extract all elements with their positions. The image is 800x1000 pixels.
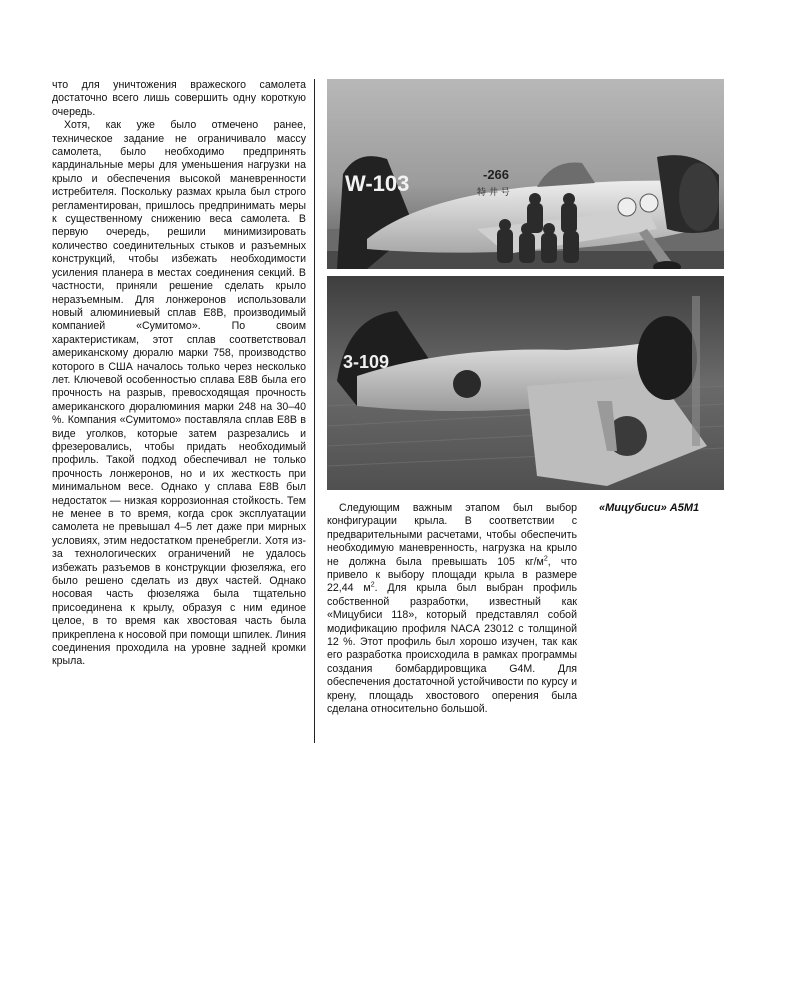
aircraft-photo-top-image <box>327 79 724 269</box>
superscript-2: 2 <box>370 581 375 589</box>
middle-paragraph-part-1: Следующим важным этапом был выбор конфигурации крыла. В соответствии с предварительными расчетами, чтобы обеспечить необходимую маневренность, нагрузка на крыло не должна была превышать 105 кг/м <box>327 502 577 568</box>
middle-text-column <box>327 502 577 717</box>
middle-paragraph-part-3: . Для крыла был выбран профиль собственной разработки, известный как «Мицубиси 118», который представлял собой модификацию профиля NACA 23012 с толщиной 12 %. Этот профиль был хорошо изучен, так как его разработка происходила в рамках программы создания бомбардировщика G4M. Для обеспечения достаточной устойчивости по курсу и крену, площадь хвостового оперения была сделана относительно большой. <box>327 582 577 716</box>
middle-paragraph-part-2: , что привело к выбору площади крыла в размере 22,44 м <box>327 555 577 595</box>
aircraft-photo-top <box>327 79 724 269</box>
left-paragraph-1: что для уничтожения вражеского самолета достаточно всего лишь совершить одну короткую очередь. <box>52 79 306 118</box>
aircraft-photo-bottom-image <box>327 276 724 490</box>
column-divider <box>314 79 315 743</box>
aircraft-photo-bottom <box>327 276 724 490</box>
middle-paragraph <box>327 502 577 717</box>
top-photo-tail-code: W-103 <box>345 171 410 196</box>
left-text-column <box>52 79 306 669</box>
top-photo-fuselage-code: -266 <box>483 167 510 182</box>
photo-caption: «Мицубиси» A5M1 <box>599 502 700 514</box>
top-photo-fuselage-kanji: 特 井 号 <box>477 188 510 198</box>
superscript-1: 2 <box>543 555 548 563</box>
bottom-photo-tail-code: 3-109 <box>343 352 390 372</box>
left-paragraph-2: Хотя, как уже было отмечено ранее, техническое задание не ограничивало массу самолета, было необходимо предпринять кардинальные меры для уменьшения нагрузки на крыло и обеспечения высокой маневренности истребителя. Поскольку размах крыла был строго регламентирован, пришлось предпринимать меры к существенному снижению веса самолета. В первую очередь, решили минимизировать количество соединительных стыков и разъемных конструкций, чтобы избежать необходимости усиления планера в местах соединения секций. В частности, приняли решение сделать крыло неразъемным. Для лонжеронов использовали новый алюминиевый сплав E8B, производимый компанией «Сумитомо». По своим характеристикам, этот сплав соответствовал американскому дюралю марки 758, производство которого в США началось только через несколько лет. Ключевой особенностью сплава E8B была его прочность на разрыв, превосходящая прочность американского дюралюминия марки 248 на 30–40 %. Компания «Сумитомо» поставляла сплав E8B в виде уголков, которые затем разрезались и фрезеровались, чтобы придать необходимый профиль. Такой подход обеспечивал не только прочность лонжеронов, но и их жесткость при минимальном весе. Однако у сплава E8B был недостаток — низкая коррозионная стойкость. Тем не менее в то время, когда срок эксплуатации самолета не превышал 4–5 лет даже при мирных условиях, этим недостатком пренебрегли. Хотя из-за технологических ограничений не удалось избежать разъемов в конструкции фюзеляжа, его было решено сделать из двух частей. Однако носовая часть фюзеляжа была тщательно присоединена к крылу, образуя с ним единое целое, в то время как хвостовая часть была прикреплена к носовой при помощи шпилек. Линия соединения проходила на уровне задней кромки крыла. <box>52 119 306 668</box>
